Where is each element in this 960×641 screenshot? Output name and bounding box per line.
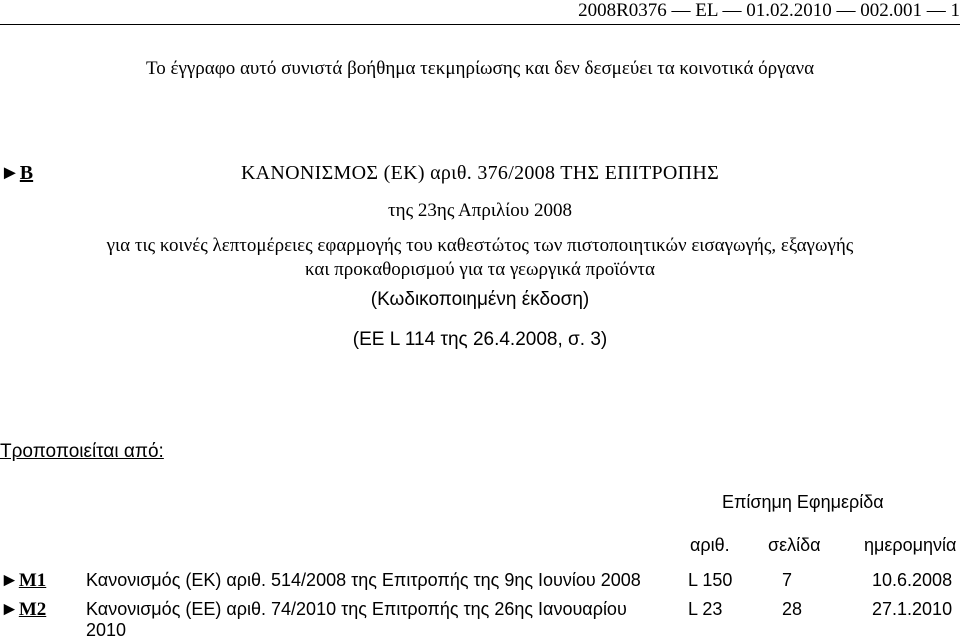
amendment-oj-number: L 150 [688, 570, 733, 590]
column-header-page: σελίδα [768, 535, 821, 555]
marker-arrow-icon: ► [0, 599, 19, 620]
amendment-title-continuation: 2010 [86, 620, 127, 640]
disclaimer-text: Το έγγραφο αυτό συνιστά βοήθημα τεκμηρίωσης και δεν δεσμεύει τα κοινοτικά όργανα [145, 58, 815, 79]
column-header-date: ημερομηνία [864, 535, 957, 555]
amendment-marker-m1[interactable] [0, 570, 46, 592]
official-journal-column-heading: Επίσημη Εφημερίδα [722, 492, 884, 512]
regulation-subject-line-2: και προκαθορισμού για τα γεωργικά προϊόντα [304, 259, 655, 280]
amendment-page: 28 [782, 599, 803, 619]
regulation-subject-line-1: για τις κοινές λεπτομέρειες εφαρμογής του καθεστώτος των πιστοποιητικών εισαγωγής, εξαγωγής [106, 235, 854, 256]
base-marker[interactable] [0, 162, 33, 185]
amendment-date: 27.1.2010 [872, 599, 953, 619]
amendment-marker-label[interactable]: M1 [18, 570, 47, 591]
regulation-date: της 23ης Απριλίου 2008 [388, 200, 572, 221]
amendment-oj-number: L 23 [688, 599, 723, 619]
marker-arrow-icon: ► [0, 570, 19, 591]
codified-version-note: (Κωδικοποιημένη έκδοση) [370, 289, 590, 310]
amendment-date: 10.6.2008 [872, 570, 953, 590]
amendment-marker-m2[interactable] [0, 599, 46, 621]
document-reference-header: 2008R0376 — EL — 01.02.2010 — 002.001 — 1 [0, 0, 960, 25]
amendment-title: Κανονισμός (ΕΚ) αριθ. 514/2008 της Επιτροπής της 9ης Ιουνίου 2008 [86, 570, 641, 590]
column-header-number: αριθ. [690, 535, 730, 555]
base-marker-label[interactable]: B [19, 162, 34, 184]
regulation-title: ΚΑΝΟΝΙΣΜΟΣ (ΕΚ) αριθ. 376/2008 ΤΗΣ ΕΠΙΤΡΟΠΗΣ [240, 162, 720, 184]
regulation-subject [0, 234, 960, 282]
amendment-title: Κανονισμός (ΕΕ) αριθ. 74/2010 της Επιτροπής της 26ης Ιανουαρίου [86, 599, 627, 619]
official-journal-reference: (ΕΕ L 114 της 26.4.2008, σ. 3) [352, 329, 608, 350]
amendment-marker-label[interactable]: M2 [18, 599, 47, 620]
amended-by-heading: Τροποποιείται από: [0, 441, 164, 462]
marker-arrow-icon: ► [0, 162, 20, 184]
amendment-page: 7 [782, 570, 793, 590]
